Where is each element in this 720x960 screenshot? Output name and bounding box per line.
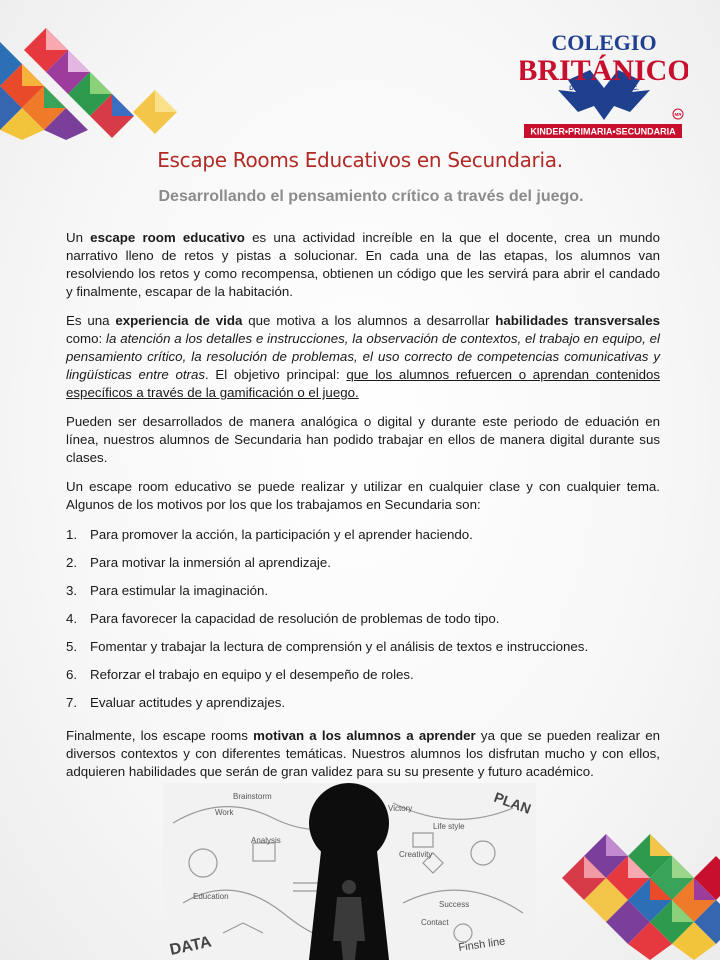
- logo-line2: BRITÁNICO: [520, 54, 688, 87]
- doodle-word: Brainstorm: [233, 792, 272, 801]
- page-subtitle: Desarrollando el pensamiento crítico a través del juego.: [158, 188, 584, 205]
- doodle-word-plan: PLAN: [491, 788, 534, 817]
- decorative-diamonds-top-left: [0, 28, 180, 140]
- doodle-word: Education: [193, 892, 229, 901]
- paragraph-1: Un escape room educativo es una actividad increíble en la que el docente, crea un mundo narrativo lleno de retos y pistas a solucionar. En cada una de las etapas, los alumnos van resolviendo los retos y como recompensa, obtienen un código que les servirá para abrir el candado y finalmente, escapar de la habitación.: [66, 230, 660, 299]
- paragraph-2: Es una experiencia de vida que motiva a los alumnos a desarrollar habilidades transversales como: la atención a los detalles e instrucciones, la observación de contextos, el trabajo en equipo, el pensamiento crítico, la resolución de problemas, el uso correcto de competencias comunicativas y lingüísticas entre otras. El objetivo principal: que los alumnos refuercen o aprendan contenidos específicos a través de la gamificación o el juego.: [66, 313, 661, 400]
- logo-line1: COLEGIO: [551, 30, 657, 55]
- list-item: 5. Fomentar y trabajar la lectura de comprensión y el análisis de textos e instrucciones.: [66, 639, 589, 654]
- doodle-word: Success: [439, 900, 470, 909]
- doodle-word-data: DATA: [168, 933, 213, 959]
- logo-band: KINDER•PRIMARIA•SECUNDARIA: [530, 126, 676, 137]
- paragraph-4: Un escape room educativo se puede realizar y utilizar en cualquier clase y con cualquier tema. Algunos de los motivos por los que los trabajamos en Secundaria son:: [66, 479, 660, 512]
- list-item: 6. Reforzar el trabajo en equipo y el desempeño de roles.: [66, 667, 414, 682]
- list-item: 2. Para motivar la inmersión al aprendizaje.: [66, 555, 331, 570]
- list-item: 4. Para favorecer la capacidad de resolución de problemas de todo tipo.: [66, 611, 500, 626]
- doodle-word: Work: [215, 808, 234, 817]
- reasons-list: [66, 526, 660, 722]
- colegio-britanico-logo: [520, 28, 688, 140]
- paragraph-3: Pueden ser desarrollados de manera analógica o digital y durante este periodo de eduación en línea, nuestros alumnos de Secundaria han podido trabajar en ellos de manera digital durante sus clases.: [66, 414, 660, 465]
- list-item: 1. Para promover la acción, la participación y el aprender haciendo.: [66, 527, 473, 542]
- doodle-word: Contact: [421, 918, 449, 927]
- logo-registered-mark: MR: [674, 112, 682, 117]
- doodle-word: Victory: [388, 804, 413, 813]
- keyhole-illustration: [163, 783, 536, 960]
- page-title: Escape Rooms Educativos en Secundaria.: [157, 148, 563, 172]
- doodle-word-finish: Finsh line: [457, 935, 507, 954]
- paragraph-final: Finalmente, los escape rooms motivan a los alumnos a aprender ya que se pueden realizar en diversos contextos y con diferentes temáticas. Nuestros alumnos los disfrutan mucho y con ellos, adquieren habilidades que serán de gran validez para su su presente y futuro académico.: [66, 728, 660, 779]
- doodle-word: Life style: [433, 822, 465, 831]
- decorative-diamonds-bottom-right: [556, 832, 720, 960]
- logo-line3: DE GUADALAJARA A.C.: [569, 86, 639, 92]
- doodle-word: Analysis: [251, 836, 281, 845]
- list-item: 7. Evaluar actitudes y aprendizajes.: [66, 695, 286, 710]
- doodle-word: Creativity: [399, 850, 433, 859]
- article-body: [66, 229, 660, 722]
- list-item: 3. Para estimular la imaginación.: [66, 583, 269, 598]
